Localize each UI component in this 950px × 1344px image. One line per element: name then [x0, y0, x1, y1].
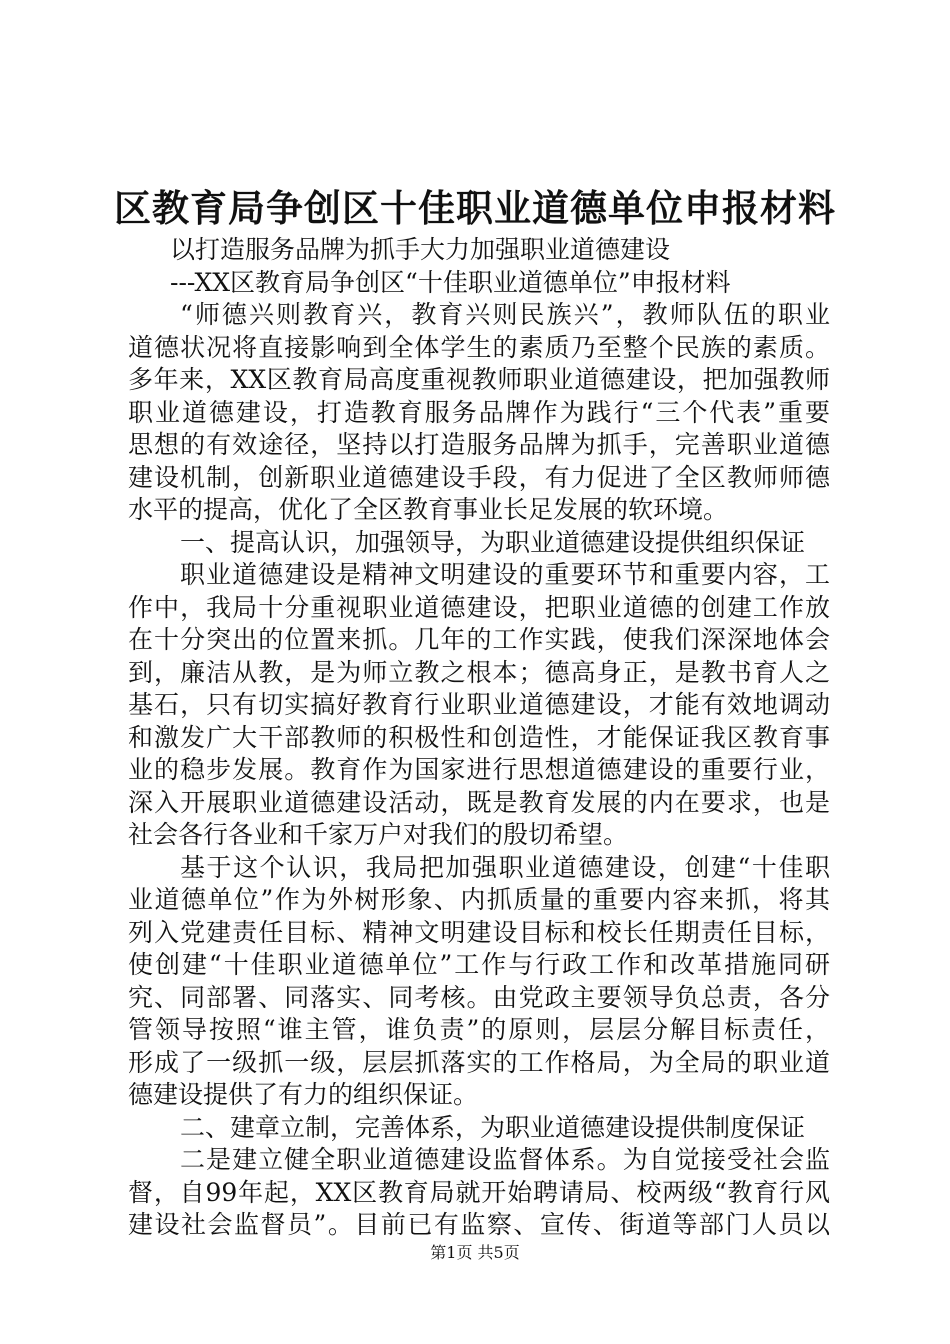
paragraph-line: 德建设提供了有力的组织保证。	[128, 1080, 479, 1109]
paragraph-line: 使创建“十佳职业道德单位”工作与行政工作和改革措施同研	[128, 950, 830, 979]
paragraph-line: 思想的有效途径，坚持以打造服务品牌为抓手，完善职业道德	[128, 430, 830, 459]
paragraph-line: 督，自99年起，XX区教育局就开始聘请局、校两级“教育行风	[128, 1177, 830, 1207]
paragraph-line: 职业道德建设是精神文明建设的重要环节和重要内容，工	[180, 560, 830, 589]
paragraph-line: 业道德单位”作为外树形象、内抓质量的重要内容来抓，将其	[128, 885, 830, 914]
paragraph-line: 职业道德建设，打造教育服务品牌作为践行“三个代表”重要	[128, 397, 830, 427]
paragraph-line: 建设社会监督员”。目前已有监察、宣传、街道等部门人员以	[128, 1210, 830, 1239]
document-body	[128, 234, 830, 1242]
paragraph-line: 多年来，XX区教育局高度重视教师职业道德建设，把加强教师	[128, 365, 830, 394]
paragraph-line: 基于这个认识，我局把加强职业道德建设，创建“十佳职	[180, 852, 830, 882]
paragraph-line: 建设机制，创新职业道德建设手段，有力促进了全区教师师德	[128, 462, 830, 492]
subtitle-line: 以打造服务品牌为抓手大力加强职业道德建设	[170, 235, 671, 264]
paragraph-line: 管领导按照“谁主管，谁负责”的原则，层层分解目标责任，	[128, 1015, 830, 1044]
paragraph-line: 和激发广大干部教师的积极性和创造性，才能保证我区教育事	[128, 722, 830, 752]
paragraph-line: 基石，只有切实搞好教育行业职业道德建设，才能有效地调动	[128, 690, 830, 719]
paragraph-line: 道德状况将直接影响到全体学生的素质乃至整个民族的素质。	[128, 332, 830, 362]
paragraph-line: 二是建立健全职业道德建设监督体系。为自觉接受社会监	[180, 1145, 830, 1174]
paragraph-line: 在十分突出的位置来抓。几年的工作实践，使我们深深地体会	[128, 625, 830, 654]
paragraph-line: 到，廉洁从教，是为师立教之根本；德高身正，是教书育人之	[128, 657, 830, 687]
paragraph-line: 列入党建责任目标、精神文明建设目标和校长任期责任目标，	[128, 917, 830, 947]
section-heading: 二、建章立制，完善体系，为职业道德建设提供制度保证	[180, 1112, 806, 1142]
subtitle-line: ---XX区教育局争创区“十佳职业道德单位”申报材料	[170, 267, 731, 297]
paragraph-line: 作中，我局十分重视职业道德建设，把职业道德的创建工作放	[128, 592, 830, 622]
section-heading: 一、提高认识，加强领导，为职业道德建设提供组织保证	[180, 527, 806, 557]
paragraph-line: 社会各行各业和千家万户对我们的殷切希望。	[128, 820, 629, 849]
paragraph-line: “师德兴则教育兴，教育兴则民族兴”，教师队伍的职业	[180, 300, 830, 329]
page-number-footer: 第1页 共5页	[430, 1243, 520, 1262]
paragraph-line: 究、同部署、同落实、同考核。由党政主要领导负总责，各分	[128, 982, 830, 1012]
paragraph-line: 深入开展职业道德建设活动，既是教育发展的内在要求，也是	[128, 787, 830, 817]
paragraph-line: 水平的提高，优化了全区教育事业长足发展的软环境。	[128, 495, 729, 524]
paragraph-line: 业的稳步发展。教育作为国家进行思想道德建设的重要行业，	[128, 755, 830, 784]
paragraph-line: 形成了一级抓一级，层层抓落实的工作格局，为全局的职业道	[128, 1047, 830, 1077]
document-title: 区教育局争创区十佳职业道德单位申报材料	[114, 186, 836, 230]
